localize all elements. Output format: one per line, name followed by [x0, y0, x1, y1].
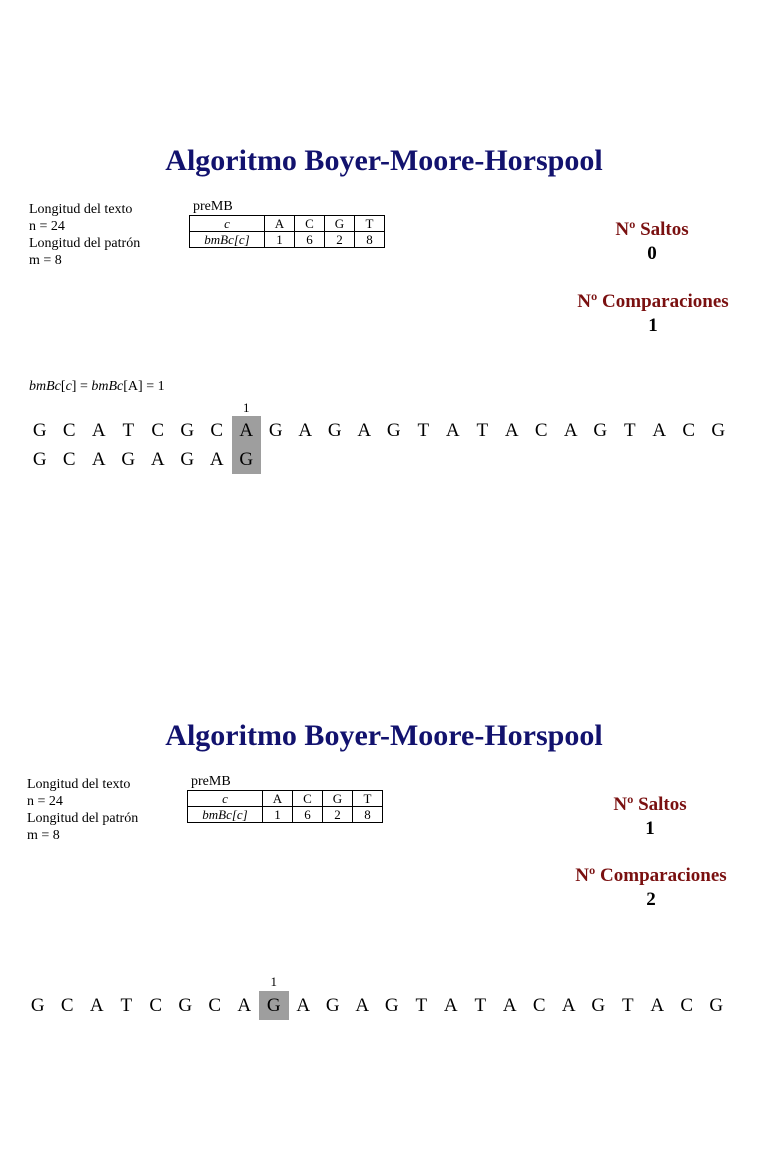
text-letter: G	[327, 420, 342, 441]
comparison-marker: 1	[270, 974, 277, 989]
text-letter: G	[268, 420, 283, 441]
premb-table	[189, 215, 385, 248]
formula-rhs-arg: A	[127, 379, 139, 394]
pattern-letter: G	[232, 445, 262, 474]
text-letter: C	[680, 995, 694, 1016]
pattern-letter: A	[91, 449, 106, 470]
premb-label: preMB	[193, 199, 233, 214]
text-letter: G	[593, 420, 608, 441]
comparisons-label: Nº Comparaciones	[577, 291, 729, 312]
premb-val-a: 1	[265, 232, 295, 248]
text-letter: G	[591, 995, 606, 1016]
premb-val-g: 2	[325, 232, 355, 248]
text-letter: T	[415, 995, 428, 1016]
premb-col-a: A	[263, 791, 293, 807]
text-letter: G	[711, 420, 726, 441]
text-letter: C	[682, 420, 696, 441]
premb-value-row	[188, 807, 383, 823]
text-letter: T	[417, 420, 430, 441]
text-letter: A	[89, 995, 104, 1016]
premb-header-label: c	[188, 791, 263, 807]
premb-col-c: C	[293, 791, 323, 807]
text-letter: G	[384, 995, 399, 1016]
pattern-letter: C	[62, 449, 76, 470]
text-letter: A	[232, 416, 262, 445]
premb-val-g: 2	[323, 807, 353, 823]
premb-row-label: bmBc[c]	[190, 232, 265, 248]
text-letter: A	[357, 420, 372, 441]
text-letter: G	[180, 420, 195, 441]
premb-col-t: T	[353, 791, 383, 807]
text-letter: A	[561, 995, 576, 1016]
premb-val-c: 6	[293, 807, 323, 823]
text-letter: C	[208, 995, 222, 1016]
premb-table	[187, 790, 383, 823]
text-letter: G	[386, 420, 401, 441]
comparison-marker: 1	[243, 400, 250, 415]
text-letter: T	[476, 420, 489, 441]
formula-lhs-arg: c	[65, 379, 72, 394]
premb-val-a: 1	[263, 807, 293, 823]
text-letter: C	[60, 995, 74, 1016]
text-letter: G	[30, 995, 45, 1016]
text-letter: A	[652, 420, 667, 441]
text-letter: G	[32, 420, 47, 441]
text-letter: C	[62, 420, 76, 441]
jumps-label: Nº Saltos	[613, 794, 687, 815]
text-letter: A	[443, 995, 458, 1016]
m-value: m = 8	[29, 253, 62, 268]
text-letter: G	[325, 995, 340, 1016]
text-letter: T	[474, 995, 487, 1016]
text-letter: A	[355, 995, 370, 1016]
premb-col-a: A	[265, 216, 295, 232]
text-letter: C	[149, 995, 163, 1016]
jumps-label: Nº Saltos	[615, 219, 689, 240]
comparisons-label: Nº Comparaciones	[575, 865, 727, 886]
m-value: m = 8	[27, 828, 60, 843]
text-length-label: Longitud del texto	[27, 777, 131, 792]
premb-label: preMB	[191, 774, 231, 789]
slide-2	[0, 575, 768, 1150]
comparisons-value: 1	[648, 315, 658, 336]
premb-header-row	[190, 216, 385, 232]
text-letter: C	[151, 420, 165, 441]
text-letter: G	[178, 995, 193, 1016]
premb-header-row	[188, 791, 383, 807]
text-letter: C	[532, 995, 546, 1016]
text-letter: C	[534, 420, 548, 441]
text-length-label: Longitud del texto	[29, 202, 133, 217]
comparisons-value: 2	[646, 889, 656, 910]
text-letter: T	[120, 995, 133, 1016]
text-letter: A	[504, 420, 519, 441]
text-letter: A	[563, 420, 578, 441]
pattern-letter: G	[121, 449, 136, 470]
premb-col-g: G	[323, 791, 353, 807]
n-value: n = 24	[27, 794, 63, 809]
text-letter: T	[621, 995, 634, 1016]
text-letter: A	[445, 420, 460, 441]
text-letter: C	[210, 420, 224, 441]
premb-row-label: bmBc[c]	[188, 807, 263, 823]
text-letter: T	[122, 420, 135, 441]
text-letter: A	[650, 995, 665, 1016]
premb-col-c: C	[295, 216, 325, 232]
info-block	[27, 776, 138, 844]
pattern-length-label: Longitud del patrón	[29, 236, 141, 251]
pattern-letter: A	[209, 449, 224, 470]
formula-result: 1	[157, 379, 165, 394]
jumps-value: 0	[647, 243, 657, 264]
premb-header-label: c	[190, 216, 265, 232]
text-letter: G	[259, 991, 289, 1020]
premb-val-c: 6	[295, 232, 325, 248]
slide-title: Algoritmo Boyer-Moore-Horspool	[165, 144, 603, 177]
formula-rhs: bmBc	[91, 379, 124, 394]
pattern-letter: A	[150, 449, 165, 470]
formula-lhs: bmBc	[29, 379, 61, 394]
premb-col-g: G	[325, 216, 355, 232]
text-letter: A	[502, 995, 517, 1016]
premb-col-t: T	[355, 216, 385, 232]
premb-value-row	[190, 232, 385, 248]
shift-formula: bmBc[c] = bmBc[A] = 1	[29, 379, 165, 394]
jumps-value: 1	[645, 818, 655, 839]
pattern-letter: G	[180, 449, 195, 470]
pattern-length-label: Longitud del patrón	[27, 811, 139, 826]
text-letter: A	[237, 995, 252, 1016]
slide-title: Algoritmo Boyer-Moore-Horspool	[165, 719, 603, 752]
text-letter: G	[709, 995, 724, 1016]
text-letter: A	[296, 995, 311, 1016]
premb-val-t: 8	[355, 232, 385, 248]
n-value: n = 24	[29, 219, 65, 234]
text-letter: T	[623, 420, 636, 441]
premb-val-t: 8	[353, 807, 383, 823]
pattern-letter: G	[32, 449, 47, 470]
info-block	[29, 201, 140, 269]
text-letter: A	[298, 420, 313, 441]
text-letter: A	[91, 420, 106, 441]
